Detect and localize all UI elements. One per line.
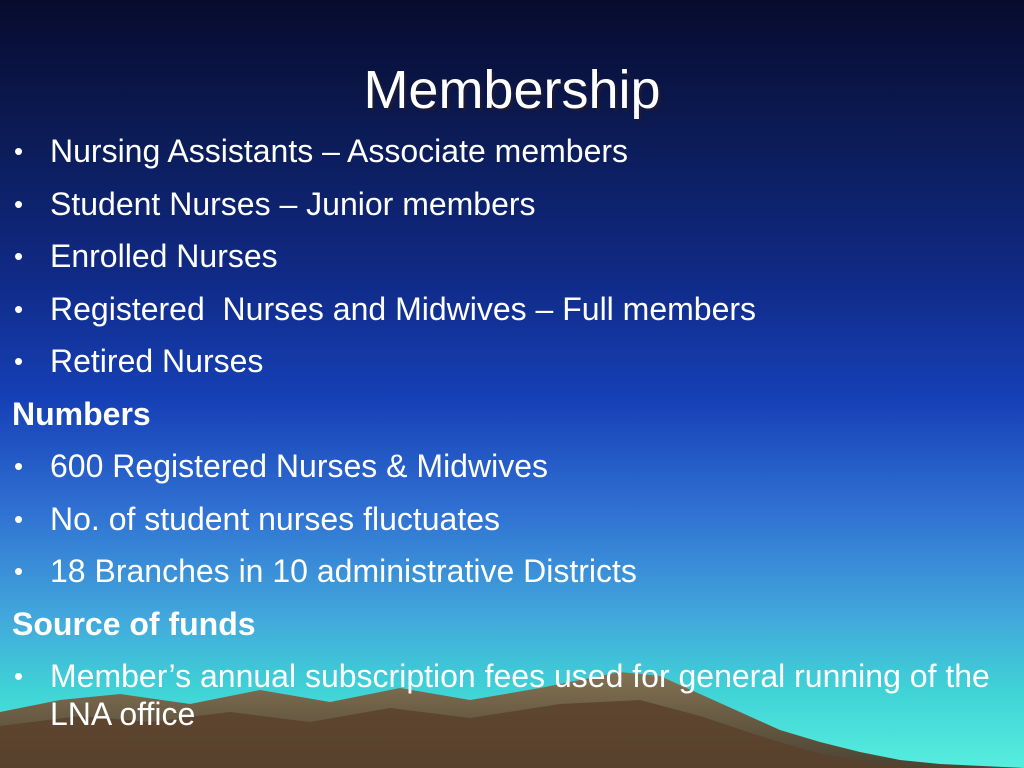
numbers-list [12, 447, 1002, 590]
bullet-icon: • [14, 241, 24, 271]
numbers-heading: Numbers [12, 395, 151, 432]
list-item [12, 447, 1002, 485]
bullet-icon: • [14, 556, 24, 586]
bullet-icon: • [14, 293, 24, 324]
list-item-text: No. of student nurses fluctuates [50, 500, 501, 537]
bullet-icon: • [14, 503, 24, 534]
list-item-text: 18 Branches in 10 administrative Districts [50, 553, 637, 589]
list-item [12, 290, 1002, 328]
bullet-icon: • [14, 451, 24, 481]
bullet-icon: • [14, 346, 24, 376]
slide-title: Membership [363, 60, 661, 120]
bullet-icon: • [14, 188, 24, 219]
bullet-icon: • [14, 661, 24, 691]
list-item-text: Enrolled Nurses [50, 238, 278, 274]
slide-content [12, 132, 1002, 748]
list-item-text: Retired Nurses [50, 343, 264, 379]
list-item-text: Member’s annual subscription fees used for general running of the LNA office [50, 658, 990, 732]
list-item [12, 657, 1002, 733]
bullet-icon: • [14, 136, 24, 166]
list-item-text: Nursing Assistants – Associate members [50, 133, 629, 169]
list-item-text: 600 Registered Nurses & Midwives [50, 448, 548, 484]
list-item [12, 185, 1002, 223]
source-of-funds-heading: Source of funds [12, 605, 256, 642]
list-item [12, 342, 1002, 380]
funds-list [12, 657, 1002, 733]
list-item-text: Registered Nurses and Midwives – Full members [50, 290, 757, 327]
list-item [12, 237, 1002, 275]
list-item [12, 500, 1002, 538]
list-item [12, 552, 1002, 590]
list-item-text: Student Nurses – Junior members [50, 185, 536, 222]
membership-list [12, 132, 1002, 380]
list-item [12, 132, 1002, 170]
